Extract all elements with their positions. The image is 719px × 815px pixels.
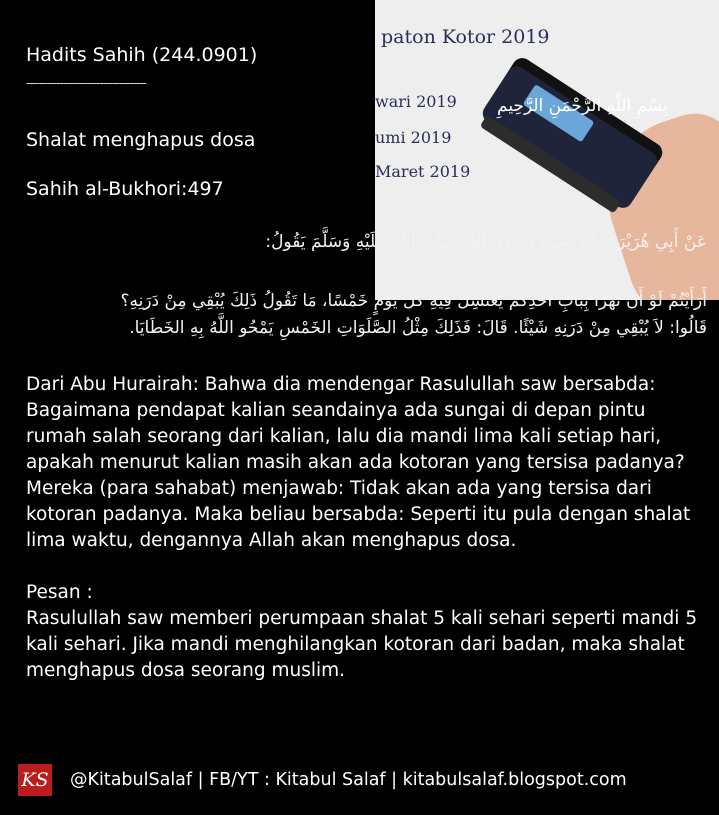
whiteboard-line: umi 2019 bbox=[375, 128, 452, 147]
whiteboard-line: Maret 2019 bbox=[375, 162, 471, 181]
arabic-line-3: قَالُوا: لاَ يُبْقِي مِنْ دَرَنِهِ شَيْئًا. قَالَ: فَذَلِكَ مِثْلُ الصَّلَوَاتِ الخَمْسِ يَمْحُو اللَّهُ بِهِ الخَطَايَا. bbox=[129, 318, 707, 338]
message-label: Pesan : bbox=[26, 582, 93, 603]
translation-intro: Dari Abu Hurairah: Bahwa dia mendengar Rasulullah saw bersabda: bbox=[26, 374, 656, 395]
hadith-source: Sahih al-Bukhori:497 bbox=[26, 178, 224, 200]
arabic-line-2: أَرَأَيْتُمْ لَوْ أَنَّ نَهَرًا بِبَابِ أَحَدِكُمْ يَغْتَسِلُ فِيهِ كُلَّ يَوْمٍ خَمْسًا، مَا تَقُولُ ذَلِكَ يُبْقِي مِنْ دَرَنِهِ؟ bbox=[120, 291, 707, 311]
whiteboard-line: wari 2019 bbox=[375, 92, 457, 111]
translation-text: Bagaimana pendapat kalian seandainya ada sungai di depan pintu rumah salah seorang dari kalian, lalu dia mandi lima kali setiap hari, apakah menurut kalian masih akan ada kotoran yang tersisa padanya? Mereka (para sahabat) menjawab: Tidak akan ada yang tersisa dari kotoran padanya. Maka beliau bersabda: Seperti itu pula dengan shalat lima waktu, dengannya Allah akan menghapus dosa. bbox=[26, 400, 691, 551]
message-text: Rasulullah saw memberi perumpaan shalat 5 kali sehari seperti mandi 5 kali sehari. Jika mandi menghilangkan kotoran dari badan, maka shalat menghapus dosa seorang muslim. bbox=[26, 608, 698, 681]
content bbox=[26, 372, 706, 684]
footer-credits: @KitabulSalaf | FB/YT : Kitabul Salaf | kitabulsalaf.blogspot.com bbox=[70, 770, 627, 790]
eraser bbox=[479, 54, 666, 211]
arabic-line-1: عَنْ أَبِي هُرَيْرَةَ: أَنَّهُ سَمِعَ رَسُولَ اللَّهِ صَلَّى اللَّهُ عَلَيْهِ وَسَلَّمَ يَقُولُ: bbox=[265, 232, 707, 252]
ks-logo: KS bbox=[18, 764, 52, 796]
whiteboard-title: paton Kotor 2019 bbox=[381, 26, 550, 48]
divider: ------------------------------------ bbox=[26, 76, 146, 90]
basmala: بِسْمِ اللَّهِ الرَّحْمَنِ الرَّحِيمِ bbox=[497, 96, 668, 116]
whiteboard-photo bbox=[375, 0, 719, 300]
page-title: Hadits Sahih (244.0901) bbox=[26, 44, 258, 66]
footer bbox=[18, 764, 627, 796]
hadith-topic: Shalat menghapus dosa bbox=[26, 129, 256, 151]
